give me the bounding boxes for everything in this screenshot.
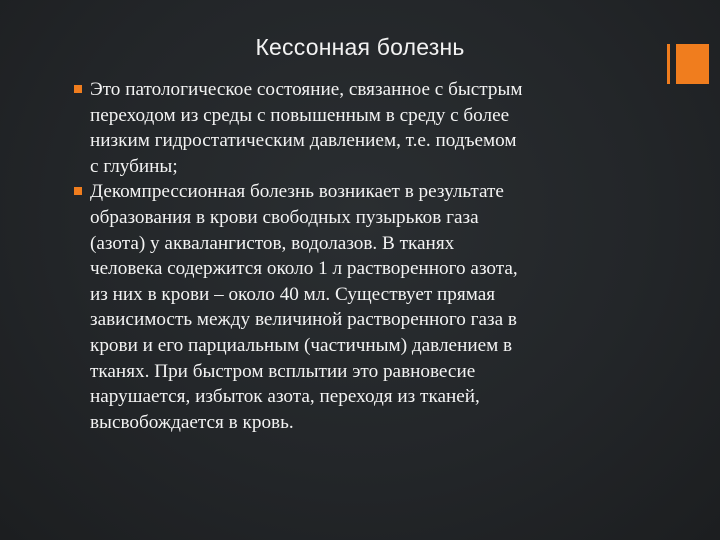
bullet-line: из них в крови – около 40 мл. Существует прямая <box>90 283 496 305</box>
accent-bars-decoration <box>667 44 709 84</box>
bullet-list <box>74 77 640 435</box>
bullet-text <box>90 179 640 435</box>
bullet-line: (азота) у аквалангистов, водолазов. В тканях <box>90 232 455 254</box>
bullet-line: высвобождается в кровь. <box>90 411 294 433</box>
accent-thin-bar <box>667 44 670 84</box>
bullet-line: тканях. При быстром всплытии это равновесие <box>90 360 476 382</box>
bullet-line: крови и его парциальным (частичным) давлением в <box>90 334 513 356</box>
bullet-text <box>90 77 640 179</box>
bullet-line: нарушается, избыток азота, переходя из тканей, <box>90 386 480 408</box>
bullet-line: Это патологическое состояние, связанное с быстрым <box>90 79 523 100</box>
bullet-square-icon <box>74 85 82 93</box>
bullet-line: зависимость между величиной растворенного газа в <box>90 309 517 331</box>
bullet-item-mechanism <box>74 179 640 435</box>
bullet-line: Декомпрессионная болезнь возникает в результате <box>90 181 504 203</box>
bullet-line: низким гидростатическим давлением, т.е. подъемом <box>90 130 517 152</box>
bullet-item-definition <box>74 77 640 179</box>
bullet-square-icon <box>74 187 82 195</box>
bullet-line: переходом из среды с повышенным в среду с более <box>90 104 510 126</box>
slide-title: Кессонная болезнь <box>255 34 465 60</box>
bullet-line: образования в крови свободных пузырьков газа <box>90 206 479 228</box>
accent-thick-bar <box>676 44 709 84</box>
bullet-line: человека содержится около 1 л растворенного азота, <box>90 258 518 280</box>
bullet-line: с глубины; <box>90 155 178 177</box>
